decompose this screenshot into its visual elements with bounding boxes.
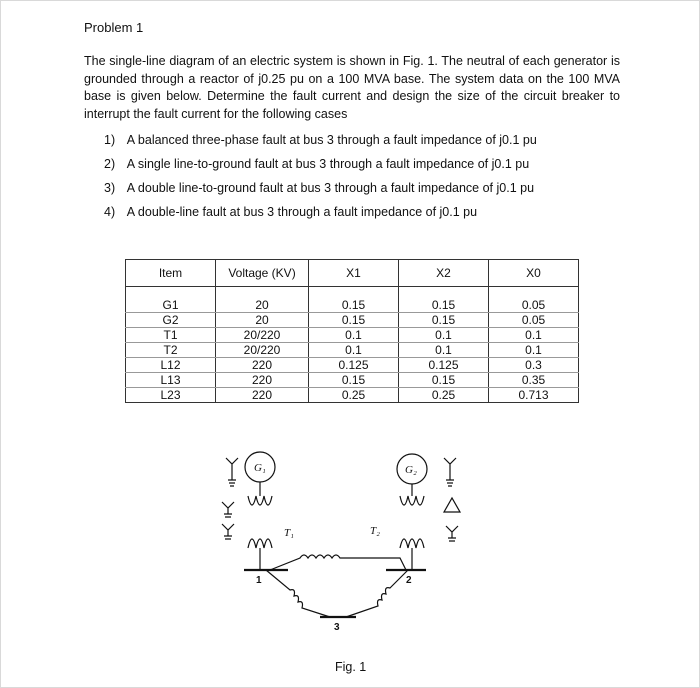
table-cell: L13	[126, 373, 216, 388]
table-cell: 220	[216, 358, 309, 373]
t1-secondary-grounded-wye-icon	[222, 524, 234, 539]
header-x1: X1	[309, 260, 399, 287]
table-cell: 0.3	[489, 358, 579, 373]
g2-grounded-wye-icon	[444, 458, 456, 486]
case-number: 4)	[104, 205, 116, 219]
line-l23	[346, 570, 408, 617]
table-cell: 0.713	[489, 388, 579, 403]
case-item	[104, 180, 537, 204]
bus-2-label: 2	[406, 575, 412, 586]
t2-label: T₂	[370, 525, 380, 537]
table-cell: 0.1	[309, 343, 399, 358]
bus-3-label: 3	[334, 622, 340, 633]
table-cell: 0.1	[309, 328, 399, 343]
table-row	[126, 313, 579, 328]
table-cell: 0.125	[399, 358, 489, 373]
table-cell: 0.35	[489, 373, 579, 388]
case-item	[104, 204, 537, 228]
table-cell: 0.25	[399, 388, 489, 403]
table-cell: 220	[216, 373, 309, 388]
line-l13	[266, 570, 330, 617]
table-cell: 0.15	[399, 373, 489, 388]
table-cell: 220	[216, 388, 309, 403]
table-row	[126, 343, 579, 358]
table-cell: T1	[126, 328, 216, 343]
g2-label: G₂	[405, 464, 417, 476]
table-cell: 0.1	[489, 343, 579, 358]
t1-secondary-winding	[248, 539, 272, 570]
table-cell: L12	[126, 358, 216, 373]
table-row	[126, 388, 579, 403]
table-cell: 0.1	[489, 328, 579, 343]
g1-label: G₁	[254, 462, 266, 474]
table-cell: G2	[126, 313, 216, 328]
header-voltage: Voltage (KV)	[216, 260, 309, 287]
case-text: A double line-to-ground fault at bus 3 through a fault impedance of j0.1 pu	[126, 181, 535, 195]
table-row	[126, 328, 579, 343]
table-cell: 0.05	[489, 313, 579, 328]
table-cell: T2	[126, 343, 216, 358]
case-number: 1)	[104, 133, 116, 147]
t1-label: T₁	[284, 527, 294, 539]
system-data-table	[125, 259, 579, 403]
table-cell: 0.1	[399, 328, 489, 343]
table-cell: 20/220	[216, 328, 309, 343]
table-cell: 0.25	[309, 388, 399, 403]
table-cell: 20/220	[216, 343, 309, 358]
table-cell: 20	[216, 298, 309, 313]
table-cell: 0.05	[489, 298, 579, 313]
t1-primary-grounded-wye-icon	[222, 502, 234, 517]
table-cell: L23	[126, 388, 216, 403]
problem-statement: The single-line diagram of an electric system is shown in Fig. 1. The neutral of each generator is grounded through a reactor of j0.25 pu on a 100 MVA base. The system data on the 100 MVA base is given below. Determine the fault current and design the size of the circuit breaker to interrupt the fault current for the following cases	[84, 54, 620, 121]
t2-primary-winding	[400, 484, 424, 505]
table-cell: 0.15	[309, 373, 399, 388]
table-row	[126, 298, 579, 313]
figure-caption: Fig. 1	[335, 660, 367, 674]
table-cell: 0.1	[399, 343, 489, 358]
table-cell: 0.15	[399, 298, 489, 313]
table-cell: 0.125	[309, 358, 399, 373]
g1-grounded-wye-icon	[226, 458, 238, 486]
t2-primary-delta-icon	[444, 498, 460, 512]
case-number: 3)	[104, 181, 116, 195]
table-cell: 0.15	[309, 298, 399, 313]
table-cell: 20	[216, 313, 309, 328]
table-cell: 0.15	[399, 313, 489, 328]
fault-cases-list	[104, 132, 537, 228]
case-item	[104, 132, 537, 156]
table-row	[126, 358, 579, 373]
bus-1-label: 1	[256, 575, 262, 586]
t1-primary-winding	[248, 482, 272, 505]
table-row	[126, 373, 579, 388]
table-cell: G1	[126, 298, 216, 313]
case-number: 2)	[104, 157, 116, 171]
case-text: A single line-to-ground fault at bus 3 through a fault impedance of j0.1 pu	[126, 157, 530, 171]
line-l12	[270, 555, 406, 570]
single-line-diagram	[200, 440, 500, 640]
header-item: Item	[126, 260, 216, 287]
header-x2: X2	[399, 260, 489, 287]
table-header-row	[126, 260, 579, 287]
case-text: A balanced three-phase fault at bus 3 through a fault impedance of j0.1 pu	[126, 133, 537, 147]
t2-secondary-grounded-wye-icon	[446, 526, 458, 541]
case-text: A double-line fault at bus 3 through a fault impedance of j0.1 pu	[126, 205, 478, 219]
header-x0: X0	[489, 260, 579, 287]
case-item	[104, 156, 537, 180]
problem-title: Problem 1	[84, 20, 144, 35]
table-cell: 0.15	[309, 313, 399, 328]
